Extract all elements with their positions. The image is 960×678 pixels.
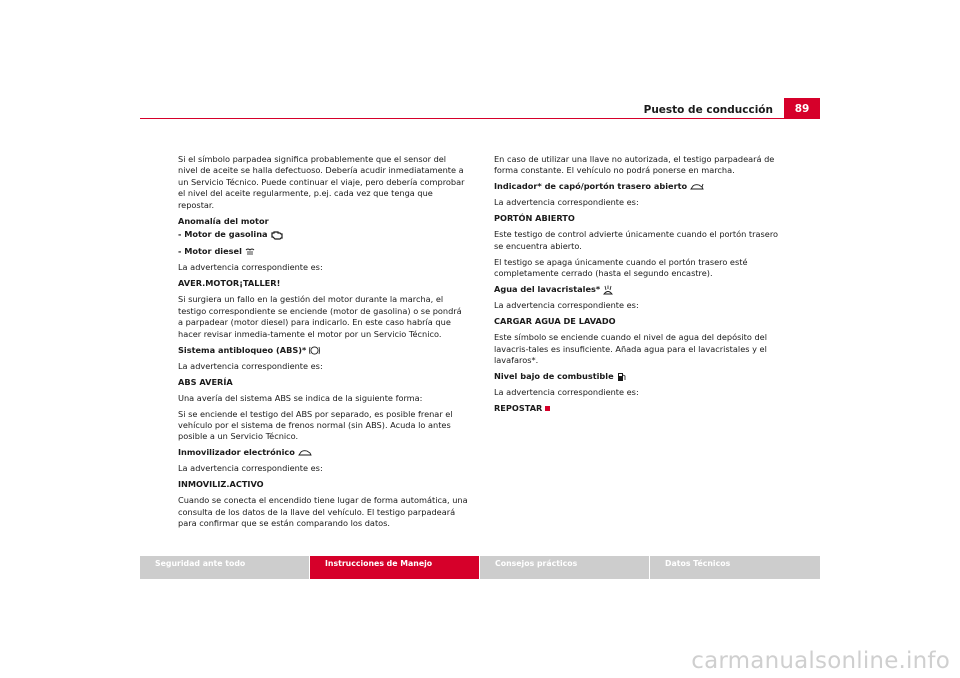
petrol-engine-line [178,229,468,240]
fuel-heading: Nivel bajo de combustible [494,371,614,382]
fuel-heading-line [494,371,784,382]
abs-paragraph-1: Una avería del sistema ABS se indica de la siguiente forma: [178,392,423,403]
watermark: carmanualsonline.info [691,648,950,674]
engine-fault-paragraph: Si surgiera un fallo en la gestión del motor durante la marcha, el testigo correspondiente se enciende (motor de gasolina) o se pondrá a parpadear (motor diesel) para indicarlo. En este caso habría que hacer revisar inmedia-tamente el motor por un Servicio Técnico. [178,294,462,339]
unauthorized-key-paragraph: En caso de utilizar una llave no autorizada, el testigo parpadeará de forma constante. El vehículo no podrá ponerse en marcha. [494,154,775,176]
open-tailgate-icon [690,183,704,191]
oil-sensor-paragraph: Si el símbolo parpadea significa probablemente que el sensor del nivel de aceite se halla defectuoso. Debería acudir inmediatamente a un Servicio Técnico. Puede continuar el viaje, pero debería comprobar el nivel del aceite regularmente, p.ej. cada vez que tenga que repostar. [178,154,465,210]
abs-icon [309,346,320,355]
abs-heading-line [178,345,468,356]
glow-plug-icon [245,248,255,256]
immobilizer-warning-message: INMOVILIZ.ACTIVO [178,479,264,490]
warning-intro: La advertencia correspondiente es: [178,262,323,273]
bonnet-warning-message: PORTÓN ABIERTO [494,213,575,224]
page-title: Puesto de conducción [643,104,773,116]
tab-datos-tecnicos[interactable]: Datos Técnicos [650,556,820,579]
tab-instrucciones[interactable]: Instrucciones de Manejo [310,556,479,579]
petrol-engine-label: - Motor de gasolina [178,229,268,240]
warning-intro: La advertencia correspondiente es: [494,300,639,311]
warning-intro: La advertencia correspondiente es: [178,360,323,371]
right-column [494,154,784,419]
section-nav [140,556,820,579]
warning-intro: La advertencia correspondiente es: [494,197,639,208]
washer-heading: Agua del lavacristales* [494,284,601,295]
fuel-pump-icon [617,372,626,382]
washer-heading-line [494,284,784,295]
header-divider [140,118,820,119]
end-mark-icon [545,406,550,411]
diesel-engine-line [178,246,468,257]
washer-warning-message: CARGAR AGUA DE LAVADO [494,316,616,327]
warning-intro: La advertencia correspondiente es: [494,387,639,398]
fuel-warning-line [494,403,784,414]
left-column [178,154,468,534]
page-number: 89 [784,98,820,119]
engine-petrol-icon [271,230,283,240]
car-key-icon [298,449,312,457]
bonnet-heading: Indicador* de capó/portón trasero abierto [494,181,688,192]
washer-paragraph: Este símbolo se enciende cuando el nivel de agua del depósito del lavacris-tales es insuficiente. Añada agua para el lavacristales y el lavafaros*. [494,332,767,366]
abs-paragraph-2: Si se enciende el testigo del ABS por separado, es posible frenar el vehículo por el sistema de frenos normal (sin ABS). Acuda lo antes posible a un Servicio Técnico. [178,408,453,442]
diesel-engine-label: - Motor diesel [178,246,242,257]
immobilizer-heading: Inmovilizador electrónico [178,447,295,458]
engine-warning-message: AVER.MOTOR¡TALLER! [178,278,281,289]
warning-intro: La advertencia correspondiente es: [178,463,323,474]
tab-consejos[interactable]: Consejos prácticos [480,556,649,579]
bonnet-paragraph-2: El testigo se apaga únicamente cuando el portón trasero esté completamente cerrado (hasta el segundo encastre). [494,256,748,279]
engine-fault-heading: Anomalía del motor [178,215,269,226]
abs-warning-message: ABS AVERÍA [178,376,233,387]
abs-heading: Sistema antibloqueo (ABS)* [178,344,307,355]
fuel-warning-message: REPOSTAR [494,403,543,414]
tab-seguridad[interactable]: Seguridad ante todo [140,556,309,579]
immobilizer-heading-line [178,447,468,458]
bonnet-heading-line [494,181,784,192]
washer-fluid-icon [603,285,613,295]
bonnet-paragraph-1: Este testigo de control advierte únicamente cuando el portón trasero se encuentra abierto. [494,229,779,251]
immobilizer-paragraph: Cuando se conecta el encendido tiene lugar de forma automática, una consulta de los datos de la llave del vehículo. El testigo parpadeará para confirmar que se están comparando los datos. [178,495,468,529]
